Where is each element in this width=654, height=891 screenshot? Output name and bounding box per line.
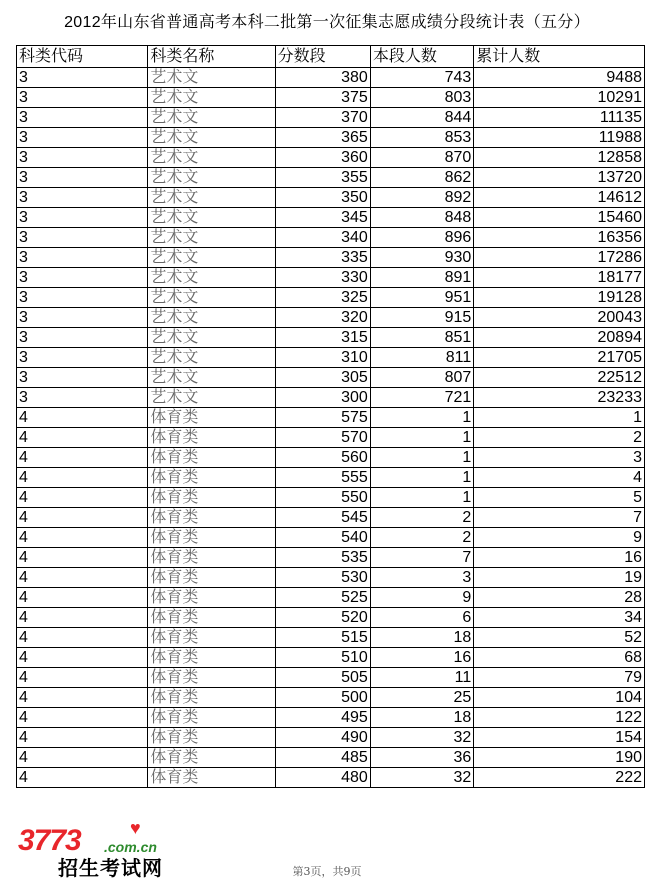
cell-category-name: 体育类 [148, 668, 275, 688]
table-row [17, 428, 645, 448]
cell-score-band: 330 [275, 268, 370, 288]
cell-category-name: 体育类 [148, 408, 275, 428]
cell-category-name: 艺术文 [148, 388, 275, 408]
cell-cumulative-count: 13720 [474, 168, 645, 188]
cell-category-code: 3 [17, 308, 148, 328]
cell-band-count: 1 [370, 408, 473, 428]
cell-cumulative-count: 17286 [474, 248, 645, 268]
cell-cumulative-count: 222 [474, 768, 645, 788]
cell-score-band: 535 [275, 548, 370, 568]
cell-score-band: 360 [275, 148, 370, 168]
cell-category-code: 4 [17, 668, 148, 688]
table-row [17, 68, 645, 88]
cell-category-code: 4 [17, 528, 148, 548]
cell-score-band: 480 [275, 768, 370, 788]
cell-band-count: 862 [370, 168, 473, 188]
table-row [17, 708, 645, 728]
cell-category-code: 4 [17, 748, 148, 768]
cell-category-code: 3 [17, 228, 148, 248]
table-row [17, 208, 645, 228]
cell-cumulative-count: 12858 [474, 148, 645, 168]
logo-name: 招生考试网 [58, 856, 163, 880]
cell-band-count: 1 [370, 428, 473, 448]
cell-category-code: 4 [17, 448, 148, 468]
cell-category-name: 体育类 [148, 748, 275, 768]
cell-band-count: 1 [370, 448, 473, 468]
header-score-band: 分数段 [275, 46, 370, 68]
table-row [17, 648, 645, 668]
cell-category-code: 3 [17, 268, 148, 288]
cell-cumulative-count: 104 [474, 688, 645, 708]
cell-score-band: 350 [275, 188, 370, 208]
table-row [17, 528, 645, 548]
cell-category-name: 体育类 [148, 728, 275, 748]
cell-band-count: 892 [370, 188, 473, 208]
cell-score-band: 515 [275, 628, 370, 648]
cell-score-band: 320 [275, 308, 370, 328]
cell-category-name: 艺术文 [148, 308, 275, 328]
score-table [16, 45, 645, 788]
cell-score-band: 530 [275, 568, 370, 588]
cell-category-name: 体育类 [148, 548, 275, 568]
cell-category-name: 艺术文 [148, 208, 275, 228]
table-row [17, 348, 645, 368]
cell-category-name: 艺术文 [148, 328, 275, 348]
cell-category-name: 艺术文 [148, 288, 275, 308]
cell-score-band: 335 [275, 248, 370, 268]
cell-category-code: 4 [17, 488, 148, 508]
table-row [17, 368, 645, 388]
cell-category-code: 4 [17, 568, 148, 588]
cell-band-count: 32 [370, 768, 473, 788]
cell-category-code: 4 [17, 628, 148, 648]
cell-cumulative-count: 5 [474, 488, 645, 508]
cell-cumulative-count: 16 [474, 548, 645, 568]
cell-cumulative-count: 9 [474, 528, 645, 548]
cell-band-count: 1 [370, 468, 473, 488]
cell-band-count: 16 [370, 648, 473, 668]
table-row [17, 308, 645, 328]
cell-category-name: 艺术文 [148, 68, 275, 88]
cell-category-name: 艺术文 [148, 108, 275, 128]
cell-band-count: 36 [370, 748, 473, 768]
cell-score-band: 340 [275, 228, 370, 248]
table-row [17, 588, 645, 608]
table-row [17, 488, 645, 508]
table-row [17, 248, 645, 268]
cell-score-band: 310 [275, 348, 370, 368]
cell-band-count: 2 [370, 528, 473, 548]
cell-category-name: 体育类 [148, 768, 275, 788]
cell-score-band: 555 [275, 468, 370, 488]
cell-score-band: 570 [275, 428, 370, 448]
cell-category-code: 3 [17, 348, 148, 368]
cell-band-count: 807 [370, 368, 473, 388]
cell-cumulative-count: 16356 [474, 228, 645, 248]
cell-cumulative-count: 2 [474, 428, 645, 448]
cell-cumulative-count: 18177 [474, 268, 645, 288]
cell-band-count: 853 [370, 128, 473, 148]
cell-category-code: 4 [17, 588, 148, 608]
cell-category-name: 体育类 [148, 588, 275, 608]
cell-band-count: 11 [370, 668, 473, 688]
cell-band-count: 870 [370, 148, 473, 168]
cell-score-band: 505 [275, 668, 370, 688]
cell-score-band: 510 [275, 648, 370, 668]
cell-category-code: 4 [17, 428, 148, 448]
cell-band-count: 811 [370, 348, 473, 368]
cell-category-code: 3 [17, 68, 148, 88]
cell-cumulative-count: 23233 [474, 388, 645, 408]
cell-score-band: 525 [275, 588, 370, 608]
cell-category-code: 3 [17, 88, 148, 108]
cell-category-code: 3 [17, 168, 148, 188]
cell-cumulative-count: 10291 [474, 88, 645, 108]
cell-category-name: 体育类 [148, 528, 275, 548]
cell-band-count: 848 [370, 208, 473, 228]
cell-cumulative-count: 3 [474, 448, 645, 468]
cell-category-code: 4 [17, 768, 148, 788]
cell-score-band: 380 [275, 68, 370, 88]
cell-category-name: 艺术文 [148, 128, 275, 148]
cell-cumulative-count: 11988 [474, 128, 645, 148]
cell-cumulative-count: 154 [474, 728, 645, 748]
cell-band-count: 2 [370, 508, 473, 528]
cell-category-code: 3 [17, 248, 148, 268]
cell-band-count: 9 [370, 588, 473, 608]
cell-score-band: 575 [275, 408, 370, 428]
cell-cumulative-count: 14612 [474, 188, 645, 208]
cell-band-count: 951 [370, 288, 473, 308]
header-category-code: 科类代码 [17, 46, 148, 68]
table-row [17, 748, 645, 768]
cell-band-count: 930 [370, 248, 473, 268]
cell-category-code: 4 [17, 408, 148, 428]
cell-band-count: 851 [370, 328, 473, 348]
header-band-count: 本段人数 [370, 46, 473, 68]
table-row [17, 768, 645, 788]
cell-category-code: 4 [17, 608, 148, 628]
cell-score-band: 315 [275, 328, 370, 348]
table-row [17, 408, 645, 428]
document-title: 2012年山东省普通高考本科二批第一次征集志愿成绩分段统计表（五分） [64, 14, 590, 31]
cell-score-band: 375 [275, 88, 370, 108]
cell-score-band: 520 [275, 608, 370, 628]
cell-cumulative-count: 4 [474, 468, 645, 488]
cell-score-band: 550 [275, 488, 370, 508]
cell-score-band: 370 [275, 108, 370, 128]
cell-cumulative-count: 11135 [474, 108, 645, 128]
table-row [17, 628, 645, 648]
cell-score-band: 345 [275, 208, 370, 228]
cell-cumulative-count: 34 [474, 608, 645, 628]
cell-cumulative-count: 19 [474, 568, 645, 588]
cell-score-band: 560 [275, 448, 370, 468]
logo-domain: .com.cn [104, 839, 157, 855]
cell-category-name: 艺术文 [148, 268, 275, 288]
cell-category-name: 艺术文 [148, 248, 275, 268]
cell-category-code: 3 [17, 108, 148, 128]
table-row [17, 548, 645, 568]
cell-category-code: 3 [17, 368, 148, 388]
table-row [17, 388, 645, 408]
page-number: 第3页，共9页 [292, 865, 362, 878]
table-row [17, 108, 645, 128]
cell-category-name: 体育类 [148, 508, 275, 528]
cell-band-count: 915 [370, 308, 473, 328]
table-row [17, 568, 645, 588]
table-row [17, 148, 645, 168]
cell-cumulative-count: 7 [474, 508, 645, 528]
cell-score-band: 305 [275, 368, 370, 388]
cell-band-count: 721 [370, 388, 473, 408]
cell-category-code: 3 [17, 128, 148, 148]
cell-score-band: 540 [275, 528, 370, 548]
table-row [17, 668, 645, 688]
header-category-name: 科类名称 [148, 46, 275, 68]
cell-band-count: 18 [370, 708, 473, 728]
cell-cumulative-count: 15460 [474, 208, 645, 228]
cell-cumulative-count: 9488 [474, 68, 645, 88]
cell-band-count: 1 [370, 488, 473, 508]
table-row [17, 228, 645, 248]
cell-score-band: 495 [275, 708, 370, 728]
table-row [17, 288, 645, 308]
cell-cumulative-count: 68 [474, 648, 645, 668]
cell-band-count: 32 [370, 728, 473, 748]
cell-cumulative-count: 52 [474, 628, 645, 648]
cell-band-count: 743 [370, 68, 473, 88]
cell-category-name: 艺术文 [148, 168, 275, 188]
cell-category-name: 体育类 [148, 448, 275, 468]
heart-icon: ♥ [130, 818, 141, 838]
header-cumulative-count: 累计人数 [474, 46, 645, 68]
cell-category-name: 体育类 [148, 688, 275, 708]
cell-category-name: 艺术文 [148, 348, 275, 368]
cell-category-name: 体育类 [148, 468, 275, 488]
cell-cumulative-count: 20894 [474, 328, 645, 348]
cell-category-name: 体育类 [148, 648, 275, 668]
cell-category-name: 体育类 [148, 428, 275, 448]
table-row [17, 88, 645, 108]
table-row [17, 328, 645, 348]
cell-band-count: 896 [370, 228, 473, 248]
cell-band-count: 7 [370, 548, 473, 568]
cell-score-band: 325 [275, 288, 370, 308]
cell-band-count: 803 [370, 88, 473, 108]
cell-category-name: 体育类 [148, 488, 275, 508]
cell-band-count: 6 [370, 608, 473, 628]
cell-category-code: 3 [17, 288, 148, 308]
cell-score-band: 490 [275, 728, 370, 748]
cell-cumulative-count: 28 [474, 588, 645, 608]
table-row [17, 468, 645, 488]
cell-cumulative-count: 1 [474, 408, 645, 428]
cell-category-name: 体育类 [148, 628, 275, 648]
cell-category-code: 3 [17, 388, 148, 408]
table-row [17, 688, 645, 708]
cell-score-band: 500 [275, 688, 370, 708]
table-row [17, 728, 645, 748]
cell-category-code: 4 [17, 708, 148, 728]
table-header-row [17, 46, 645, 68]
cell-cumulative-count: 122 [474, 708, 645, 728]
table-row [17, 448, 645, 468]
cell-category-code: 4 [17, 648, 148, 668]
cell-category-code: 4 [17, 728, 148, 748]
cell-cumulative-count: 20043 [474, 308, 645, 328]
cell-category-code: 4 [17, 548, 148, 568]
table-row [17, 188, 645, 208]
cell-cumulative-count: 190 [474, 748, 645, 768]
cell-category-code: 4 [17, 508, 148, 528]
cell-category-code: 4 [17, 688, 148, 708]
cell-category-name: 艺术文 [148, 188, 275, 208]
cell-score-band: 365 [275, 128, 370, 148]
cell-band-count: 18 [370, 628, 473, 648]
cell-band-count: 844 [370, 108, 473, 128]
cell-category-code: 4 [17, 468, 148, 488]
cell-category-code: 3 [17, 148, 148, 168]
cell-cumulative-count: 19128 [474, 288, 645, 308]
cell-band-count: 891 [370, 268, 473, 288]
cell-category-name: 艺术文 [148, 148, 275, 168]
cell-category-code: 3 [17, 188, 148, 208]
cell-category-name: 体育类 [148, 608, 275, 628]
cell-category-name: 艺术文 [148, 88, 275, 108]
cell-band-count: 3 [370, 568, 473, 588]
table-row [17, 168, 645, 188]
table-row [17, 608, 645, 628]
cell-category-name: 体育类 [148, 708, 275, 728]
cell-category-name: 体育类 [148, 568, 275, 588]
cell-score-band: 300 [275, 388, 370, 408]
cell-category-code: 3 [17, 328, 148, 348]
cell-category-name: 艺术文 [148, 228, 275, 248]
cell-category-name: 艺术文 [148, 368, 275, 388]
cell-band-count: 25 [370, 688, 473, 708]
cell-score-band: 545 [275, 508, 370, 528]
cell-cumulative-count: 21705 [474, 348, 645, 368]
cell-cumulative-count: 79 [474, 668, 645, 688]
cell-cumulative-count: 22512 [474, 368, 645, 388]
cell-score-band: 485 [275, 748, 370, 768]
cell-category-code: 3 [17, 208, 148, 228]
table-row [17, 128, 645, 148]
cell-score-band: 355 [275, 168, 370, 188]
table-row [17, 268, 645, 288]
logo-number: 3773 [18, 824, 81, 857]
table-row [17, 508, 645, 528]
